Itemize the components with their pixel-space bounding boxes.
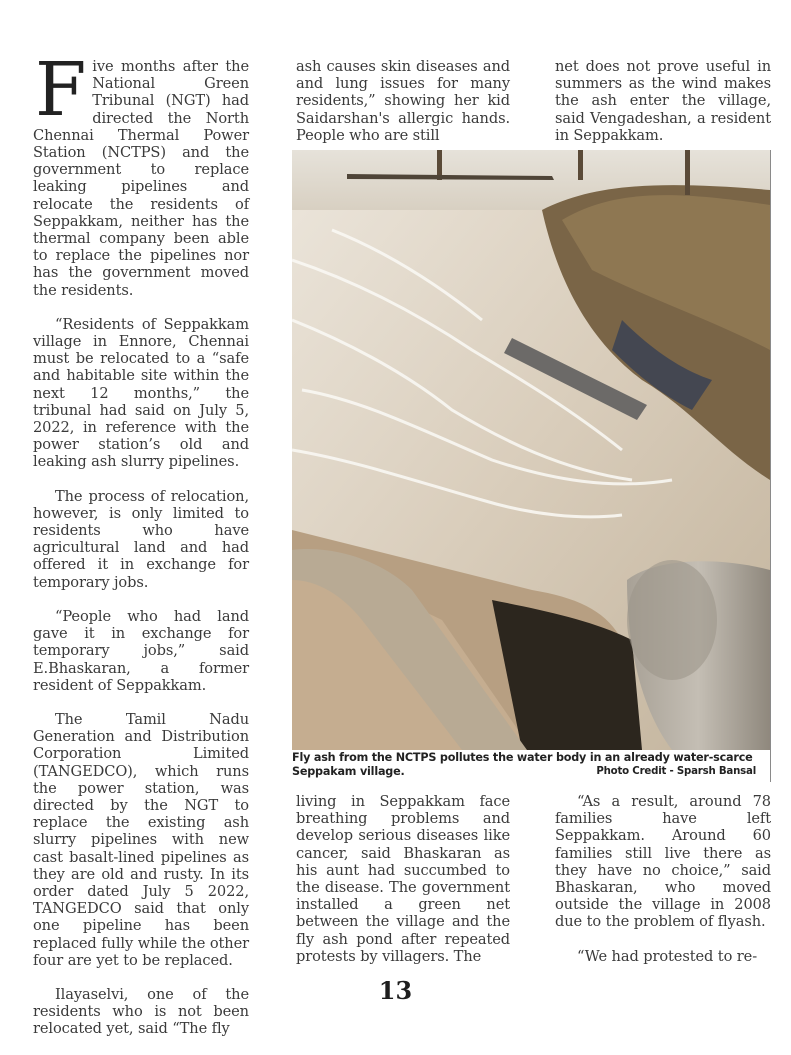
paragraph: Ilayaselvi, one of the residents who is not been relocated yet, said “The fly [33, 985, 249, 1038]
paragraph: “People who had land gave it in exchange for temporary jobs,” said E.Bhaskaran, a former resident of Seppakkam. [33, 607, 249, 694]
photo-caption [292, 751, 770, 779]
drop-cap: F [35, 47, 87, 133]
fly-ash-photo-illustration [292, 150, 770, 750]
paragraph-intro: Five months after the National Green Tribunal (NGT) had directed the North Chennai Thermal Power Station (NCTPS) and the government to replace leaking pipelines and relocate the residents of Seppakkam, neither has the thermal company been able to replace the pipelines nor has the government moved the residents. [33, 47, 249, 299]
paragraph: The Tamil Nadu Generation and Distribution Corporation Limited (TANGEDCO), which runs the power station, was directed by the NGT to replace the existing ash slurry pipelines with new cast basalt-lined pipelines as they are old and rusty. In its order dated July 5 2022, TANGEDCO said that only one pipeline has been replaced fully while the other four are yet to be replaced. [33, 710, 249, 969]
page-number: 13 [378, 976, 413, 1005]
article-column-3-bottom [555, 793, 771, 982]
paragraph: “As a result, around 78 families have left Seppakkam. Around 60 families still live there as they have no choice,” said Bhaskaran, who moved outside the village in 2008 due to the problem of flyash. [555, 793, 771, 931]
photo-credit: Photo Credit - Sparsh Bansal [596, 766, 756, 777]
paragraph: The process of relocation, however, is only limited to residents who have agricultural land and had offered it in exchange for temporary jobs. [33, 487, 249, 591]
paragraph: “Residents of Seppakkam village in Ennore, Chennai must be relocated to a “safe and habitable site within the next 12 months,” the tribunal had said on July 5, 2022, in reference with the power station’s old and leaking ash slurry pipelines. [33, 315, 249, 471]
paragraph: net does not prove useful in summers as the wind makes the ash enter the village, said Vengadeshan, a resident in Seppakkam. [555, 58, 771, 144]
paragraph: “We had protested to re- [577, 947, 758, 965]
article-column-2-bottom [296, 793, 510, 982]
paragraph: living in Seppakkam face breathing problems and develop serious diseases like cancer, said Bhaskaran as his aunt had succumbed to the disease. The government installed a green net between the village and the fly ash pond after repeated protests by villagers. The [296, 793, 510, 965]
column-divider [770, 150, 771, 782]
paragraph: ash causes skin diseases and and lung issues for many residents,” showing her kid Saidarshan's allergic hands. People who are still [296, 58, 510, 144]
article-column-3-top [555, 58, 771, 161]
article-column-1 [33, 47, 249, 1055]
article-photo [292, 150, 770, 750]
caption-text: Fly ash from the NCTPS pollutes the water body in an already water-scarce Seppakam village. [292, 751, 753, 778]
article-column-2-top [296, 58, 510, 161]
